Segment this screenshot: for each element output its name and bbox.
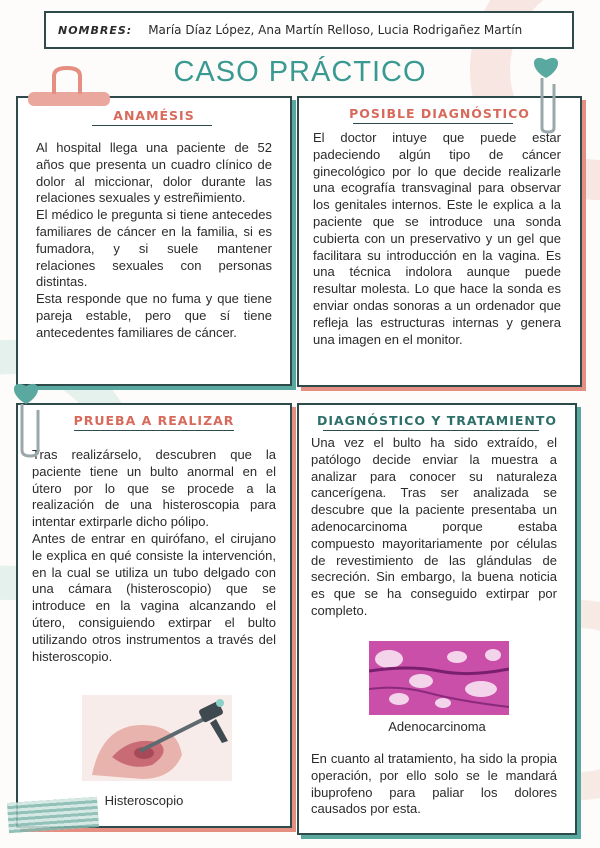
prueba-heading: PRUEBA A REALIZAR [73, 413, 235, 428]
hysteroscope-illustration [82, 695, 232, 781]
heading-underline [353, 123, 513, 124]
anamnesis-card [16, 96, 292, 386]
adenocarcinoma-caption: Adenocarcinoma [388, 719, 486, 734]
anamnesis-paragraph: Esta responde que no fuma y que tiene pareja estable, pero que sí tiene antecedentes familiares de cáncer. [36, 291, 272, 340]
heading-underline [74, 430, 234, 431]
paperclip-heart-icon [8, 380, 48, 460]
anamnesis-paragraph: Al hospital llega una paciente de 52 años que presenta un cuadro clínico de dolor al miccionar, dolor durante las relaciones sexuales y estreñimiento. [36, 140, 272, 206]
names-header [44, 11, 574, 49]
prueba-paragraph: Tras realizárselo, descubren que la paciente tiene un bulto anormal en el útero por lo que se procede a la realización de una histeroscopia para intentar extirparle dicho pólipo. [32, 447, 276, 530]
posible-diagnostico-heading: POSIBLE DIAGNÓSTICO [349, 106, 530, 121]
names-value: María Díaz López, Ana Martín Relloso, Lucia Rodrigañez Martín [148, 23, 523, 37]
names-label: NOMBRES: [58, 23, 133, 37]
heading-underline [323, 430, 539, 431]
page-title: CASO PRÁCTICO [173, 56, 427, 88]
posible-diagnostico-card [297, 96, 582, 387]
diagnostico-tratamiento-heading: DIAGNÓSTICO Y TRATAMIENTO [316, 413, 558, 428]
diagnostico-text: Una vez el bulto ha sido extraído, el patólogo decide enviar la muestra a analizar para conocer su naturaleza cancerígena. Tras ser analizada se descubre que la paciente presentaba un adenocarcinoma porque estaba compuesto mayoritariamente por células de revestimiento de las glándulas de secreción. Sin embargo, la buena noticia es que se ha conseguido extirpar por completo. [311, 435, 557, 618]
paperclip-heart-icon [528, 54, 568, 134]
washi-tape-decoration [7, 797, 99, 833]
posible-diagnostico-text: El doctor intuye que puede estar padeciendo algún tipo de cáncer ginecológico por lo que decide realizarle una ecografía transvaginal para observar los genitales internos. Este le explica a la paciente que se introduce una sonda cubierta con un preservativo y un gel que facilitara su introducción en la vagina. Es una técnica indolora aunque puede resultar molesta. Lo que hace la sonda es enviar ondas sonoras a un ordenador que refleja las estructuras internas y genera una imagen en el monitor. [313, 130, 561, 347]
anamnesis-text [36, 140, 272, 342]
prueba-paragraph: Antes de entrar en quirófano, el cirujano le explica en qué consiste la intervención, en la cual se utiliza un tubo delgado con una cámara (histeroscopio) que se introduce en la vagina alcanzando el útero, consiguiendo extirpar el bulto utilizando otros instrumentos a través del histeroscopio. [32, 530, 276, 664]
adenocarcinoma-micrograph [369, 641, 509, 715]
histeroscopio-caption: Histeroscopio [104, 793, 184, 808]
diagnostico-tratamiento-card [297, 403, 577, 835]
tratamiento-text: En cuanto al tratamiento, ha sido la propia operación, por ello solo se le mandará ibuprofeno para paliar los dolores causados por esta. [311, 751, 557, 817]
prueba-text [32, 447, 276, 665]
heading-underline [92, 125, 212, 126]
binder-clip-icon [50, 66, 84, 96]
prueba-card [16, 403, 292, 828]
anamnesis-heading: ANAMÉSIS [113, 108, 195, 123]
anamnesis-paragraph: El médico le pregunta si tiene antecedes familiares de cáncer en la familia, si es fumadora, y si suele mantener relaciones sexuales con personas distintas. [36, 207, 272, 290]
